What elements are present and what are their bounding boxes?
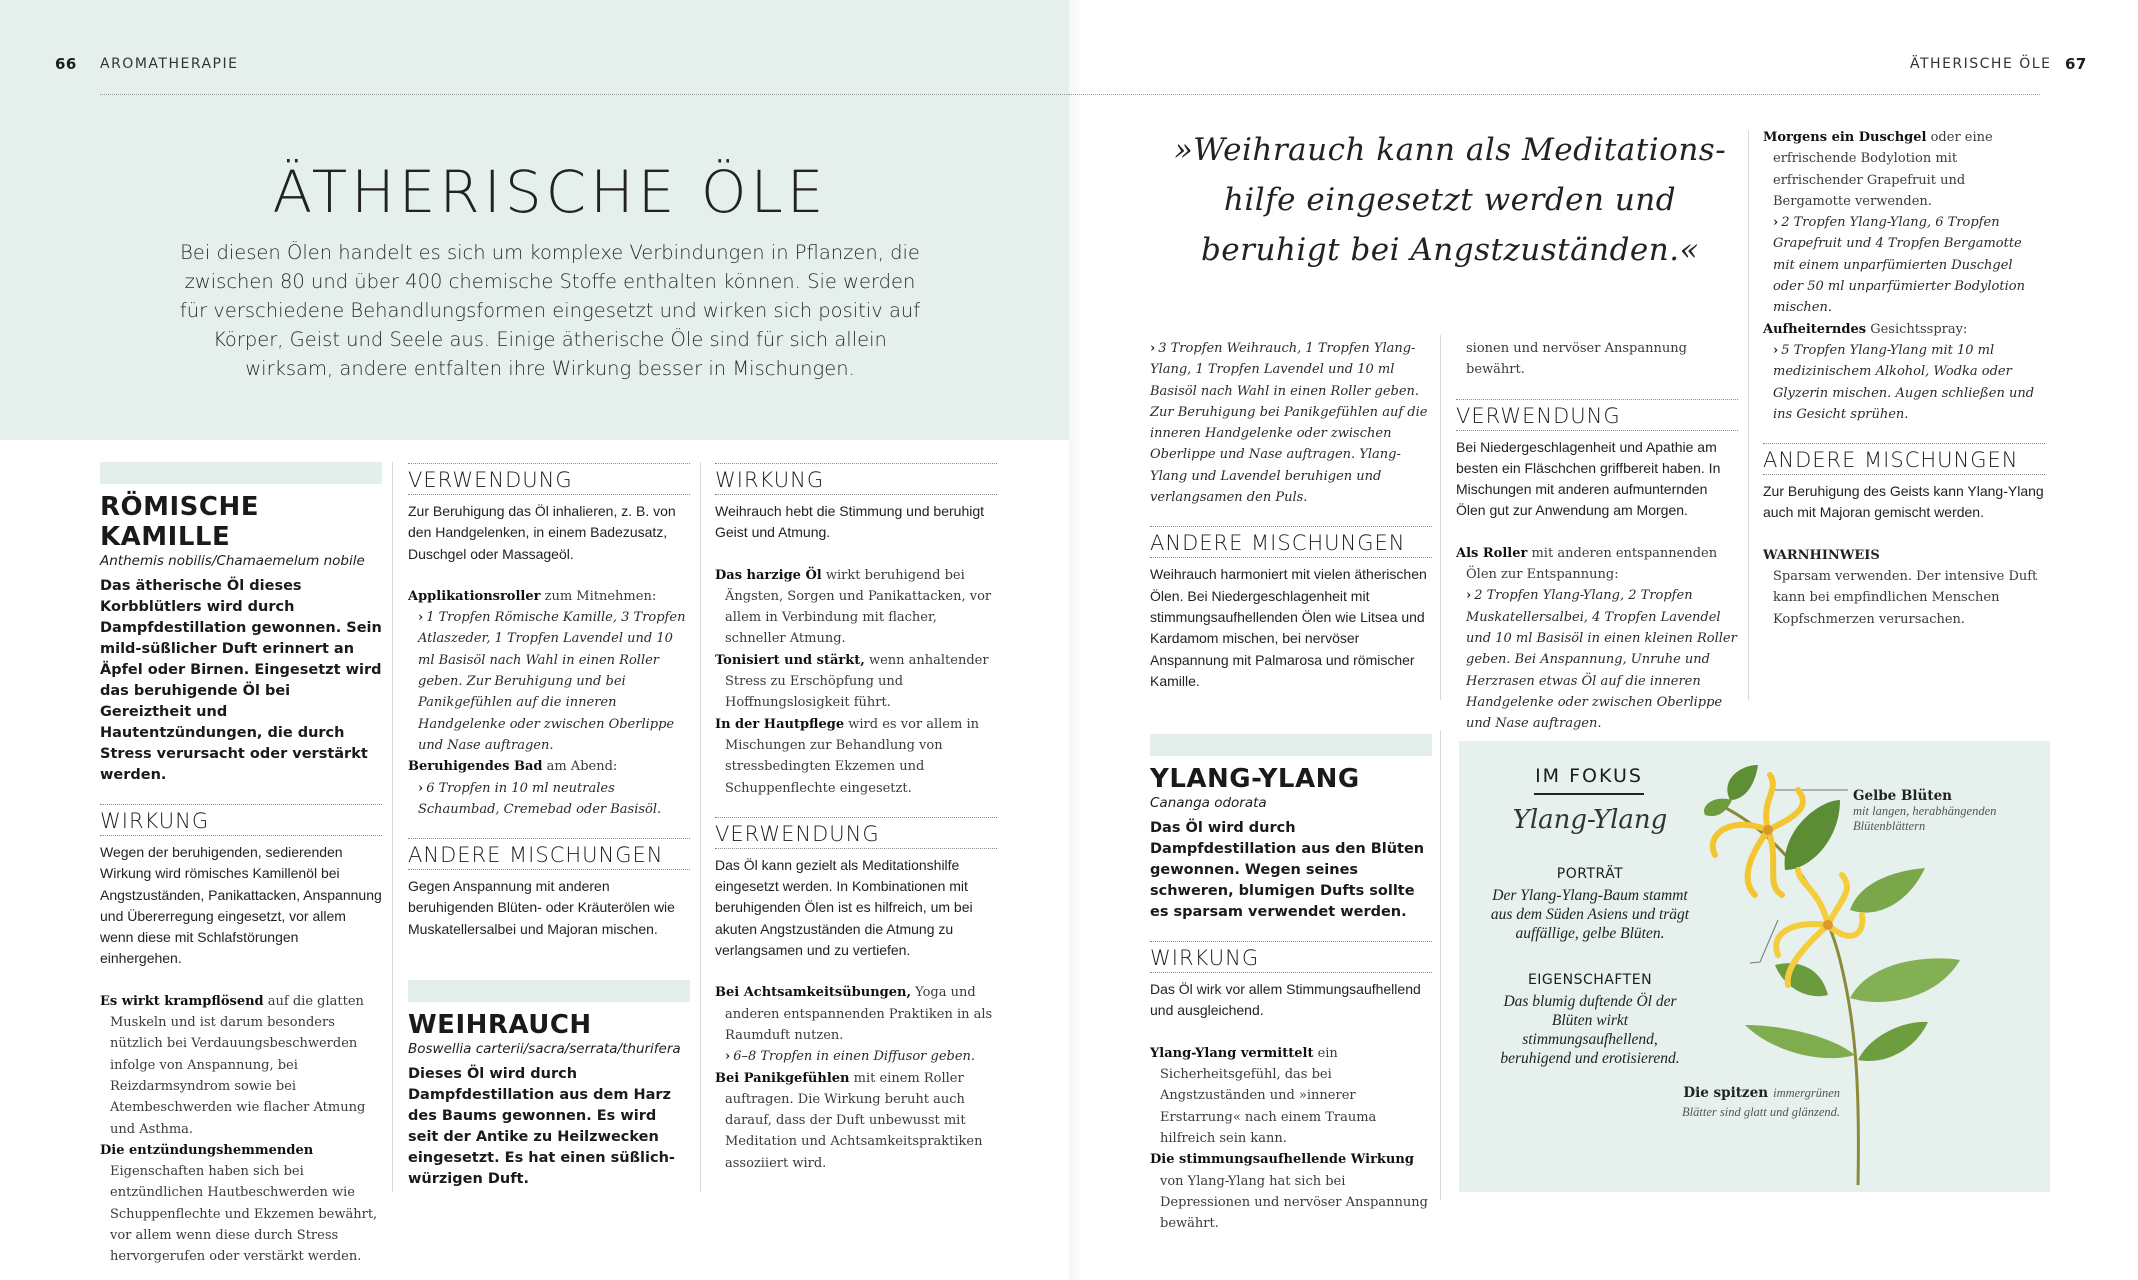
column-separator bbox=[392, 462, 393, 1192]
ylang-column-2 bbox=[1763, 127, 2045, 630]
weihrauch-roller-recipe: › 3 Tropfen Weihrauch, 1 Tropfen Ylang-Ylang, 1 Tropfen Lavendel und 10 ml Basisöl nach Wahl in einen Roller geben. Zur Beruhigung bei Panikgefühlen auf die inneren Handgelenke oder zwischen Oberlippe und Nase auftragen. Ylang-Ylang und Lavendel beruhigen und verlangsamen den Puls. bbox=[1150, 341, 1428, 506]
kamille-wirkung-text: Wegen der beruhigenden, sedierenden Wirkung wird römisches Kamillenöl bei Angstzuständen, Panikattacken, Anspannung und Übererregung eingesetzt, vor allem wenn diese mit Schlafstörungen einhergehen. bbox=[100, 844, 382, 967]
kamille-latin-name: Anthemis nobilis/Chamaemelum nobile bbox=[100, 553, 365, 569]
weihrauch-column bbox=[715, 445, 997, 1174]
ylang-andere-heading: ANDERE MISCHUNGEN bbox=[1763, 443, 2045, 475]
pull-quote: »Weihrauch kann als Meditations-hilfe eingesetzt werden und beruhigt bei Angstzuständen.« bbox=[1173, 132, 1727, 268]
chevron-right-icon: › bbox=[1773, 215, 1779, 231]
page-number-right: 67 bbox=[2065, 55, 2087, 73]
flower-callout: Gelbe Blüten mit langen, herabhängenden Blütenblättern bbox=[1853, 788, 1997, 833]
weihrauch-wirkung-item: Das harzige Öl wirkt beruhigend bei Ängsten, Sorgen und Panikattacken, vor allem in Verbindung mit flacher, schneller Atmung. bbox=[715, 567, 992, 647]
kamille-andere-text: Gegen Anspannung mit anderen beruhigenden Blüten- oder Kräuterölen wie Muskatellersalbei und Majoran mischen. bbox=[408, 878, 675, 937]
weihrauch-wirkung-item: Tonisiert und stärkt, wenn anhaltender Stress zu Erschöpfung und Hoffnungslosigkeit führt. bbox=[715, 652, 989, 711]
warning-text: Sparsam verwenden. Der intensive Duft kann bei empfindlichen Menschen Kopfschmerzen verursachen. bbox=[1773, 569, 2038, 627]
weihrauch-recipe: › 6–8 Tropfen in einen Diffusor geben. bbox=[725, 1049, 976, 1065]
ylang-wirkung-item: Die stimmungsaufhellende Wirkung von Ylang-Ylang hat sich bei Depressionen und nervöser Anspannung bewährt. bbox=[1150, 1152, 1428, 1232]
leaf bbox=[1858, 1022, 1928, 1061]
ylang-latin-name: Cananga odorata bbox=[1150, 795, 1267, 812]
page-title: ÄTHERISCHE ÖLE bbox=[272, 158, 828, 226]
weihrauch-title: WEIHRAUCH bbox=[408, 1010, 592, 1041]
kamille-lead: Das ätherische Öl dieses Korbblütlers wird durch Dampfdestillation gewonnen. Sein mild-süßlicher Duft erinnert an Äpfel oder Birnen. Eingesetzt wird das beruhigende Öl bei Gereiztheit und Hautentzündungen, die durch Stress verursacht oder verstärkt werden. bbox=[100, 578, 382, 783]
ylang-wirkung-item: Ylang-Ylang vermittelt ein Sicherheitsgefühl, das bei Angstzuständen und »innerer Erstarrung« nach einem Trauma hilfreich sein kann. bbox=[1150, 1045, 1377, 1146]
intro-paragraph: Bei diesen Ölen handelt es sich um komplexe Verbindungen in Pflanzen, die zwischen 80 und über 400 chemische Stoffe enthalten können. Sie werden für verschiedene Behandlungsformen eingesetzt und wirken sich positiv auf Körper, Geist und Seele aus. Einige ätherische Öle sind für sich allein wirksam, andere entfalten ihre Wirkung besser in Mischungen. bbox=[179, 241, 921, 380]
weihrauch-latin-name: Boswellia carterii/sacra/serrata/thurifera bbox=[408, 1041, 681, 1058]
leaf bbox=[1775, 963, 1828, 996]
kamille-andere-heading: ANDERE MISCHUNGEN bbox=[408, 838, 690, 870]
properties-heading: EIGENSCHAFTEN bbox=[1527, 972, 1653, 988]
flower bbox=[1713, 775, 1803, 895]
kamille-column-2 bbox=[408, 445, 690, 1190]
callout-line bbox=[1750, 920, 1778, 963]
column-separator bbox=[1440, 335, 1441, 700]
weihrauch-verwendung-text: Das Öl kann gezielt als Meditationshilfe eingesetzt werden. In Kombinationen mit beruhigenden Ölen ist es hilfreich, um bei akuten Angstzuständen die Atmung zu verlangsamen und zu vertiefen. bbox=[715, 856, 973, 959]
chevron-right-icon: › bbox=[725, 1049, 731, 1065]
kamille-recipe: › 1 Tropfen Römische Kamille, 3 Tropfen Atlaszeder, 1 Tropfen Lavendel und 10 ml Basisöl nach Wahl in einen Roller geben. Zur Beruhigung und bei Panikgefühlen auf die inneren Handgelenke oder zwischen Oberlippe und Nase auftragen. bbox=[418, 610, 686, 753]
ylang-wirkung-text: Das Öl wirk vor allem Stimmungsaufhellend und ausgleichend. bbox=[1150, 981, 1421, 1019]
leaf-callout: Die spitzen immergrünen Blätter sind glatt und glänzend. bbox=[1682, 1085, 1840, 1119]
focus-label: IM FOKUS bbox=[1534, 765, 1644, 795]
kamille-verwendung-item: Beruhigendes Bad am Abend: bbox=[408, 759, 618, 775]
leaf bbox=[1745, 1025, 1855, 1058]
properties-text: Das blumig duftende Öl der Blüten wirkt stimmungsaufhellend, beruhigend und erotisierend. bbox=[1500, 993, 1680, 1067]
portrait-heading: PORTRÄT bbox=[1556, 866, 1624, 882]
weihrauch-lead: Dieses Öl wird durch Dampfdestillation aus dem Harz des Baums gewonnen. Es wird seit der Antike zu Heilzwecken eingesetzt. Es hat einen süßlich-würzigen Duft. bbox=[408, 1066, 675, 1188]
running-head-right: ÄTHERISCHE ÖLE bbox=[1910, 56, 2052, 72]
weihrauch-wirkung-text: Weihrauch hebt die Stimmung und beruhigt Geist und Atmung. bbox=[715, 503, 985, 541]
header-rule-right bbox=[1069, 94, 2040, 95]
chevron-right-icon: › bbox=[1773, 342, 1779, 358]
kamille-column bbox=[100, 462, 382, 1268]
leaf bbox=[1850, 868, 1925, 913]
ylang-lead: Das Öl wird durch Dampfdestillation aus den Blüten gewonnen. Wegen seines schweren, blumigen Dufts sollte es sparsam verwendet werden. bbox=[1150, 820, 1425, 921]
ylang-recipe: › 5 Tropfen Ylang-Ylang mit 10 ml medizinischem Alkohol, Wodka oder Glyzerin mischen. Augen schließen und ins Gesicht sprühen. bbox=[1773, 342, 2035, 422]
focus-plant-name: Ylang-Ylang bbox=[1512, 805, 1668, 835]
ylang-verwendung-text: Bei Niedergeschlagenheit und Apathie am besten ein Fläschchen griffbereit haben. In Mischungen mit anderen aufmunternden Ölen gut zur Anwendung am Morgen. bbox=[1456, 438, 1721, 519]
ylang-verwendung-item: Morgens ein Duschgel oder eine erfrischende Bodylotion mit erfrischender Grapefruit und Bergamotte verwenden. bbox=[1763, 130, 1993, 209]
kamille-title: RÖMISCHE KAMILLE bbox=[100, 492, 259, 552]
section-color-bar bbox=[408, 980, 690, 1002]
weihrauch-verwendung-item: Bei Achtsamkeitsübungen, Yoga und anderen entspannenden Praktiken in als Raumduft nutzen. bbox=[715, 985, 993, 1043]
ylang-title: YLANG-YLANG bbox=[1150, 764, 1360, 795]
weihrauch-andere-text: Weihrauch harmoniert mit vielen ätherischen Ölen. Bei Niedergeschlagenheit mit stimmungsaufhellenden Ölen wie Litsea und Kardamom mischen, bei nervöser Anspannung mit Palmarosa und römischer Kamille. bbox=[1150, 566, 1427, 689]
leaf bbox=[1727, 765, 1758, 800]
kamille-wirkung-item: Die entzündungshemmenden Eigenschaften haben sich bei entzündlichen Hautbeschwerden wie Schuppenflechte und Ekzemen bewährt, vor allem wenn diese durch Stress hervorgerufen oder verstärkt werden. bbox=[100, 1142, 378, 1265]
ylang-column bbox=[1456, 338, 1738, 732]
flower-center bbox=[1823, 920, 1833, 930]
weihrauch-andere-heading: ANDERE MISCHUNGEN bbox=[1150, 526, 1432, 558]
weihrauch-wirkung-heading: WIRKUNG bbox=[715, 463, 997, 495]
kamille-verwendung-item: Applikationsroller zum Mitnehmen: bbox=[408, 588, 657, 604]
chevron-right-icon: › bbox=[1466, 588, 1472, 604]
weihrauch-verwendung-item: Bei Panikgefühlen mit einem Roller auftragen. Die Wirkung beruht auch darauf, dass der Duft unbewusst mit Meditation und Achtsamkeitspraktiken assoziiert wird. bbox=[715, 1070, 983, 1171]
kamille-verwendung-text: Zur Beruhigung das Öl inhalieren, z. B. von den Handgelenken, in einem Badezusatz, Duschgel oder Massageöl. bbox=[408, 503, 676, 562]
chevron-right-icon: › bbox=[418, 780, 424, 796]
ylang-verwendung-heading: VERWENDUNG bbox=[1456, 399, 1738, 431]
section-color-bar bbox=[1150, 734, 1432, 756]
ylang-andere-text: Zur Beruhigung des Geists kann Ylang-Ylang auch mit Majoran gemischt werden. bbox=[1763, 483, 2044, 521]
chevron-right-icon: › bbox=[1150, 341, 1156, 356]
running-head-left: AROMATHERAPIE bbox=[100, 56, 239, 72]
page-number-left: 66 bbox=[55, 55, 77, 73]
chevron-right-icon: › bbox=[418, 610, 424, 626]
ylang-verwendung-item: Aufheiterndes Gesichtsspray: bbox=[1763, 321, 1968, 337]
ylang-wirkung-continuation: sionen und nervöser Anspannung bewährt. bbox=[1466, 341, 1687, 378]
ylang-ylang-illustration bbox=[1670, 760, 2050, 1190]
ylang-verwendung-item: Als Roller mit anderen entspannenden Ölen zur Entspannung: bbox=[1456, 545, 1718, 583]
weihrauch-column-2 bbox=[1150, 338, 1432, 1234]
flower-center bbox=[1763, 825, 1773, 835]
portrait-text: Der Ylang-Ylang-Baum stammt aus dem Süden Asiens und trägt auffällige, gelbe Blüten. bbox=[1490, 887, 1690, 942]
kamille-wirkung-item: Es wirkt krampflösend auf die glatten Muskeln und ist darum besonders nützlich bei Verdauungsbeschwerden infolge von Anspannung, bei Reizdarmsyndrom sowie bei Atembeschwerden wie flacher Atmung und Asthma. bbox=[100, 993, 366, 1137]
kamille-verwendung-heading: VERWENDUNG bbox=[408, 463, 690, 495]
weihrauch-verwendung-heading: VERWENDUNG bbox=[715, 817, 997, 849]
flower bbox=[1776, 870, 1862, 985]
header-rule-left bbox=[100, 94, 1069, 95]
leaf bbox=[1785, 800, 1840, 870]
column-separator bbox=[1440, 730, 1441, 1200]
warning-heading: WARNHINWEIS bbox=[1763, 547, 1880, 563]
ylang-recipe: › 2 Tropfen Ylang-Ylang, 6 Tropfen Grapefruit und 4 Tropfen Bergamotte mit einem unparfümierten Duschgel oder 50 ml unparfümierter Bodylotion mischen. bbox=[1773, 215, 2025, 316]
weihrauch-wirkung-item: In der Hautpflege wird es vor allem in Mischungen zur Behandlung von stressbedingten Ekzemen und Schuppenflechte eingesetzt. bbox=[715, 716, 979, 796]
leaf bbox=[1850, 958, 1960, 1002]
leaf bbox=[1704, 799, 1732, 816]
kamille-recipe: › 6 Tropfen in 10 ml neutrales Schaumbad, Cremebad oder Basisöl. bbox=[418, 780, 662, 817]
ylang-recipe: › 2 Tropfen Ylang-Ylang, 2 Tropfen Muskatellersalbei, 4 Tropfen Lavendel und 10 ml Basisöl in einen kleinen Roller geben. Bei Anspannung, Unruhe und Herzrasen etwas Öl auf die inneren Handgelenke oder zwischen Oberlippe und Nase auftragen. bbox=[1466, 588, 1737, 732]
ylang-wirkung-heading: WIRKUNG bbox=[1150, 941, 1432, 973]
section-color-bar bbox=[100, 462, 382, 484]
column-separator bbox=[700, 462, 701, 1192]
kamille-wirkung-heading: WIRKUNG bbox=[100, 804, 382, 836]
